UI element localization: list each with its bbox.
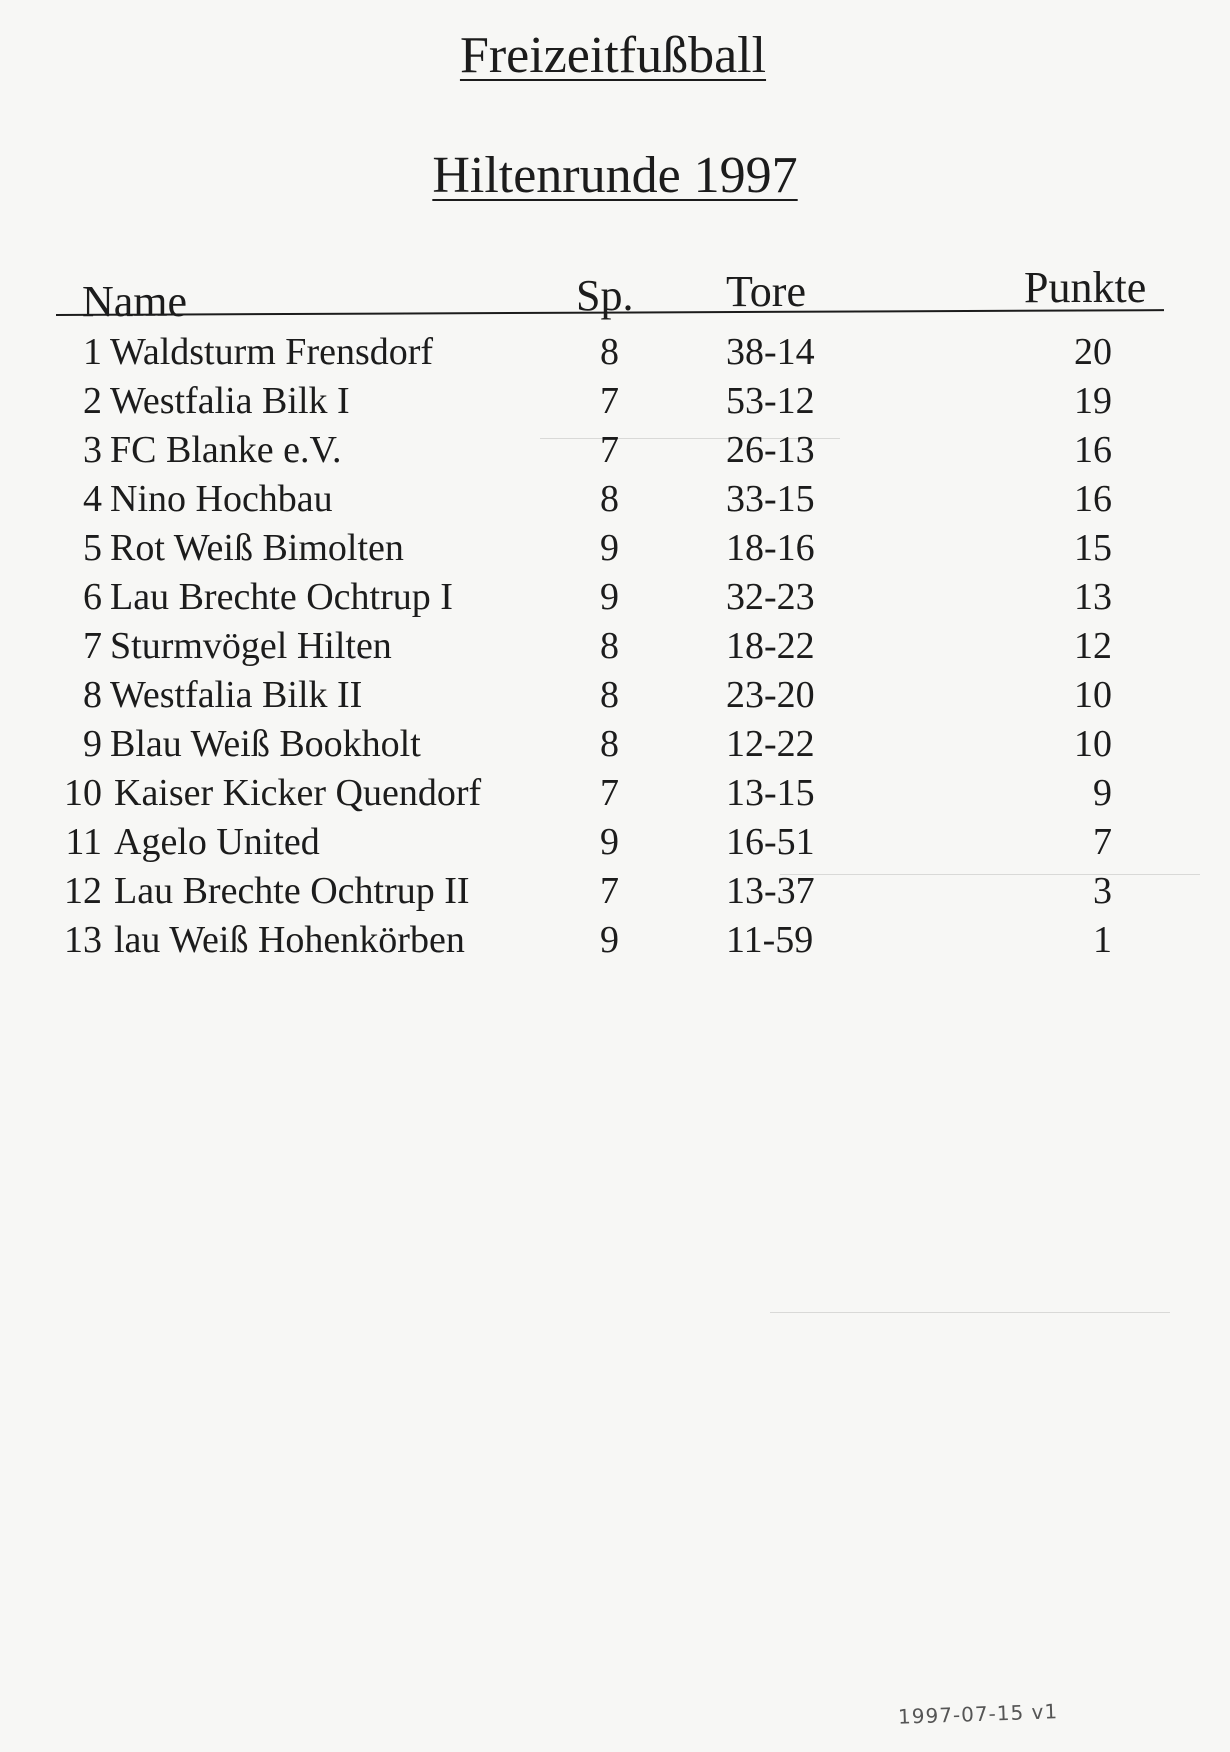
scan-artifact-line (770, 1312, 1170, 1313)
table-row (0, 769, 1230, 818)
team-name-cell: Nino Hochbau (110, 478, 333, 520)
header-sp: Sp. (576, 271, 634, 320)
games-played-cell: 7 (600, 380, 619, 422)
games-played-cell: 9 (600, 576, 619, 618)
table-row (0, 328, 1230, 377)
rank-cell: 5 (83, 527, 102, 569)
rank-cell: 11 (65, 821, 102, 863)
header-punkte: Punkte (1024, 263, 1147, 312)
points-cell: 20 (1074, 331, 1112, 373)
goals-cell: 33-15 (726, 478, 815, 520)
goals-cell: 12-22 (726, 723, 815, 765)
games-played-cell: 8 (600, 331, 619, 373)
rank-cell: 2 (83, 380, 102, 422)
games-played-cell: 7 (600, 772, 619, 814)
table-row (0, 720, 1230, 769)
points-cell: 3 (1093, 870, 1112, 912)
points-cell: 16 (1074, 478, 1112, 520)
rank-cell: 12 (64, 870, 102, 912)
document-title-text: Freizeitfußball (459, 27, 767, 84)
points-cell: 12 (1074, 625, 1112, 667)
team-name-cell: Agelo United (114, 821, 320, 863)
team-name-cell: Rot Weiß Bimolten (110, 527, 404, 569)
document-title (0, 26, 1228, 86)
team-name-cell: lau Weiß Hohenkörben (114, 919, 465, 961)
table-row (0, 377, 1230, 426)
rank-cell: 3 (83, 429, 102, 471)
team-name-cell: Westfalia Bilk II (110, 674, 363, 716)
header-tore: Tore (726, 267, 806, 316)
team-name-cell: Westfalia Bilk I (110, 380, 350, 422)
games-played-cell: 8 (600, 674, 619, 716)
table-row (0, 573, 1230, 622)
games-played-cell: 9 (600, 527, 619, 569)
rank-cell: 4 (83, 478, 102, 520)
team-name-cell: Blau Weiß Bookholt (110, 723, 421, 765)
rank-cell: 8 (83, 674, 102, 716)
goals-cell: 13-15 (726, 772, 815, 814)
team-name-cell: Kaiser Kicker Quendorf (114, 772, 482, 814)
games-played-cell: 8 (600, 723, 619, 765)
goals-cell: 53-12 (726, 380, 815, 422)
points-cell: 10 (1074, 674, 1112, 716)
table-row (0, 671, 1230, 720)
games-played-cell: 8 (600, 478, 619, 520)
goals-cell: 18-16 (726, 527, 815, 569)
handwritten-date-note: 1997-07-15 v1 (897, 1699, 1059, 1729)
points-cell: 16 (1074, 429, 1112, 471)
points-cell: 7 (1093, 821, 1112, 863)
points-cell: 1 (1093, 919, 1112, 961)
team-name-cell: FC Blanke e.V. (110, 429, 342, 471)
rank-cell: 10 (64, 772, 102, 814)
rank-cell: 7 (83, 625, 102, 667)
games-played-cell: 8 (600, 625, 619, 667)
goals-cell: 26-13 (726, 429, 815, 471)
team-name-cell: Sturmvögel Hilten (110, 625, 392, 667)
goals-cell: 13-37 (726, 870, 815, 912)
goals-cell: 38-14 (726, 331, 815, 373)
table-row (0, 426, 1230, 475)
points-cell: 13 (1074, 576, 1112, 618)
games-played-cell: 7 (600, 870, 619, 912)
header-name: Name (82, 277, 188, 326)
table-row (0, 475, 1230, 524)
document-subtitle (0, 146, 1230, 206)
table-row (0, 622, 1230, 671)
table-row (0, 524, 1230, 573)
table-row (0, 818, 1230, 867)
scan-artifact-line (540, 438, 840, 439)
games-played-cell: 9 (600, 919, 619, 961)
document-subtitle-text: Hiltenrunde 1997 (432, 147, 798, 204)
rank-cell: 1 (83, 331, 102, 373)
rank-cell: 13 (64, 919, 102, 961)
points-cell: 10 (1074, 723, 1112, 765)
rank-cell: 6 (83, 576, 102, 618)
team-name-cell: Waldsturm Frensdorf (110, 331, 434, 373)
table-row (0, 916, 1230, 965)
goals-cell: 23-20 (726, 674, 815, 716)
scan-artifact-line (780, 874, 1200, 875)
team-name-cell: Lau Brechte Ochtrup II (114, 870, 470, 912)
games-played-cell: 7 (600, 429, 619, 471)
games-played-cell: 9 (600, 821, 619, 863)
points-cell: 15 (1074, 527, 1112, 569)
rank-cell: 9 (83, 723, 102, 765)
goals-cell: 32-23 (726, 576, 815, 618)
points-cell: 9 (1093, 772, 1112, 814)
points-cell: 19 (1074, 380, 1112, 422)
goals-cell: 16-51 (726, 821, 815, 863)
goals-cell: 11-59 (726, 919, 814, 961)
goals-cell: 18-22 (726, 625, 815, 667)
team-name-cell: Lau Brechte Ochtrup I (110, 576, 453, 618)
